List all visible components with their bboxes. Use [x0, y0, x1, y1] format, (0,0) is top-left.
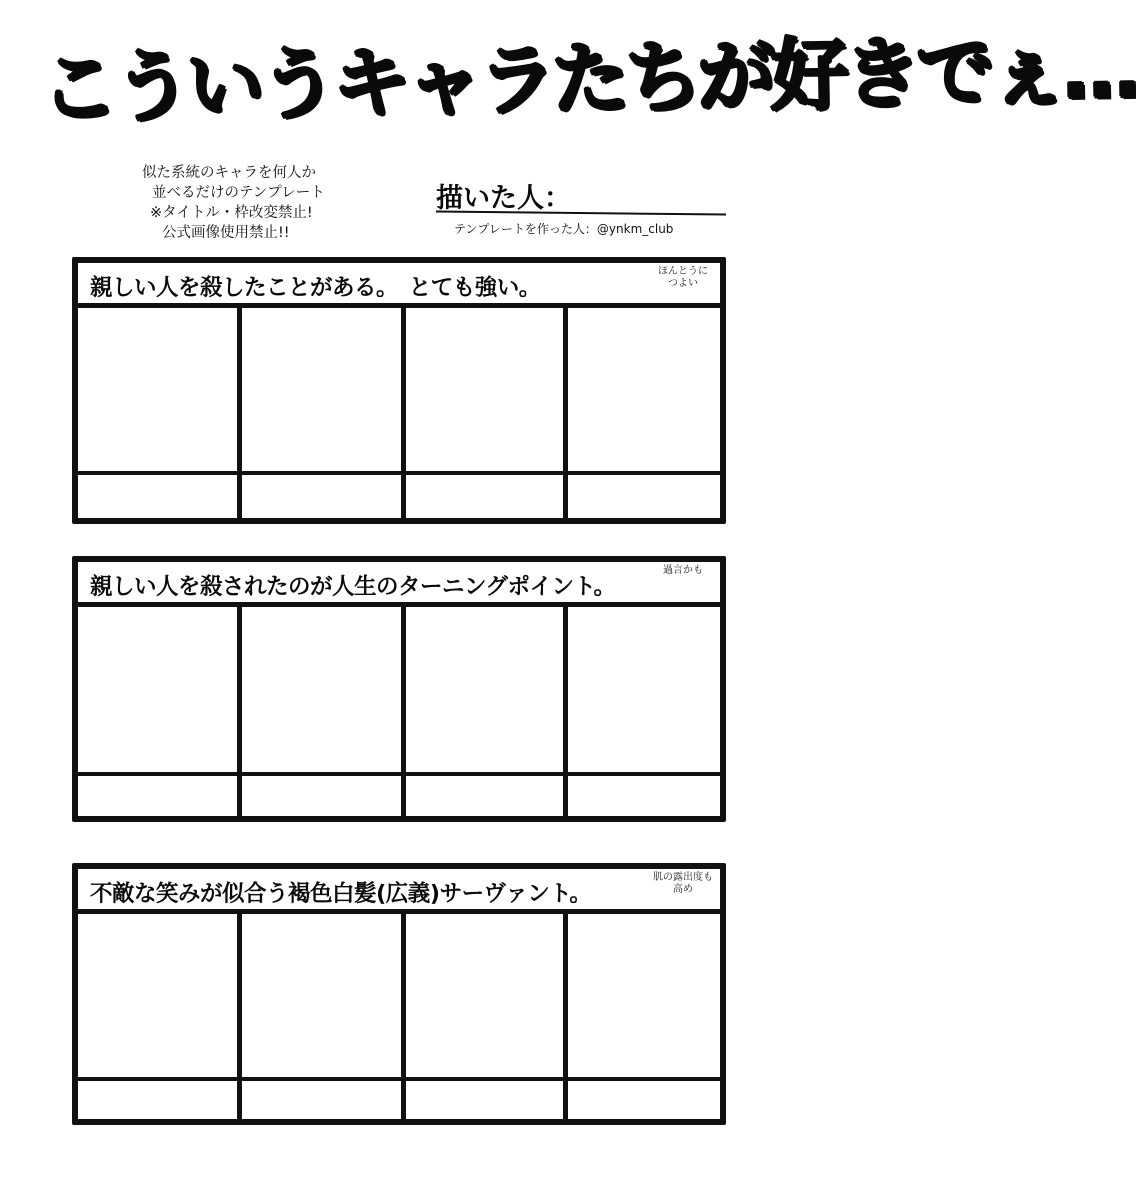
panel-divider: [237, 607, 242, 816]
section-side-note: 過言かも: [663, 565, 703, 576]
character-section-3: [72, 863, 726, 1125]
rule-line: 並べるだけのテンプレート: [152, 185, 325, 201]
section-header: [78, 263, 720, 308]
panel-divider: [563, 308, 568, 518]
template-rules: [140, 163, 370, 243]
panel-divider: [401, 308, 406, 518]
name-row-divider: [78, 772, 720, 776]
section-side-note: ほんとうに つよい: [658, 266, 708, 289]
panel-divider: [563, 914, 568, 1119]
panel-divider: [237, 308, 242, 518]
template-credit: テンプレートを作った人：@ynkm_club: [454, 222, 674, 236]
rule-line: 似た系統のキャラを何人か: [142, 165, 316, 181]
panel-divider: [401, 914, 406, 1119]
panel-divider: [237, 914, 242, 1119]
name-row-divider: [78, 471, 720, 475]
section-side-note: 肌の露出度も 高め: [653, 872, 713, 895]
section-header: [78, 562, 720, 607]
panel-divider: [563, 607, 568, 816]
rule-line: ※タイトル・枠改変禁止!: [150, 205, 313, 221]
section-label: 親しい人を殺したことがある。 とても強い。: [90, 275, 541, 301]
artist-label: 描いた人：: [436, 183, 571, 214]
section-label: 不敵な笑みが似合う褐色白髪(広義)サーヴァント。: [90, 881, 592, 907]
section-header: [78, 869, 720, 914]
template-title: こういうキャラたちが好きでぇ…: [39, 24, 1136, 134]
character-section-1: [72, 257, 726, 524]
character-section-2: [72, 556, 726, 822]
section-label: 親しい人を殺されたのが人生のターニングポイント。: [90, 574, 616, 600]
rule-line: 公式画像使用禁止!!: [162, 225, 290, 241]
panel-divider: [401, 607, 406, 816]
name-row-divider: [78, 1077, 720, 1081]
